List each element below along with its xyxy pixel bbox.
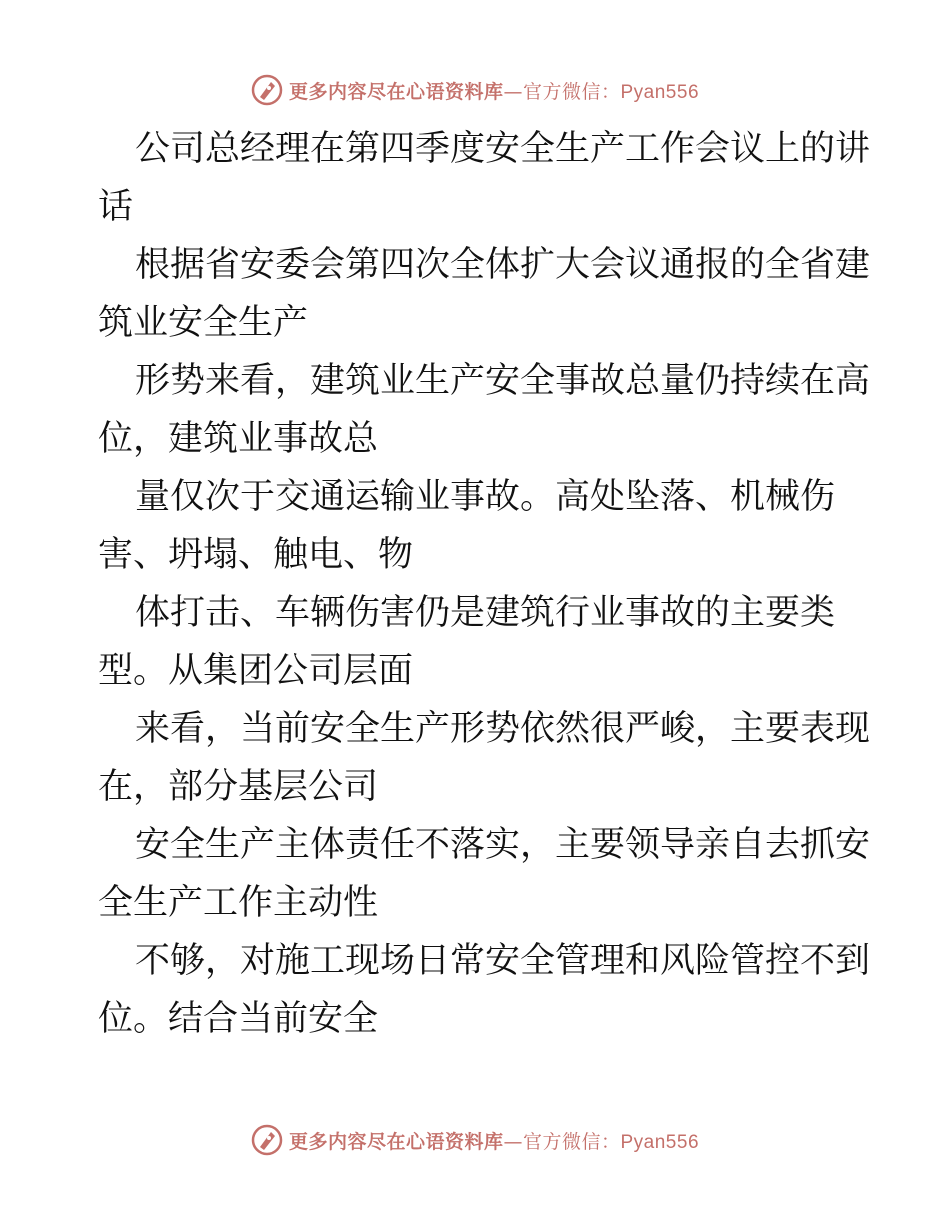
banner-wechat-text: 官方微信：Pyan556 — [523, 81, 700, 103]
paragraph-line: 筑业安全生产 — [98, 303, 309, 343]
banner-wechat-text: 官方微信：Pyan556 — [523, 1131, 700, 1153]
banner-brand-text: 更多内容尽在心语资料库 — [288, 80, 504, 103]
banner-brand-text: 更多内容尽在心语资料库 — [288, 1130, 504, 1153]
paragraph-line: 害、坍塌、触电、物 — [98, 535, 414, 575]
paragraph-line: 体打击、车辆伤害仍是建筑行业事故的主要类 — [135, 593, 836, 633]
paragraph-line: 来看，当前安全生产形势依然很严峻，主要表现 — [135, 709, 871, 749]
paragraph-line: 不够，对施工现场日常安全管理和风险管控不到 — [135, 941, 871, 981]
document-title-line-2: 话 — [98, 187, 134, 227]
paragraph-line: 全生产工作主动性 — [98, 883, 379, 923]
document-title-line-1: 公司总经理在第四季度安全生产工作会议上的讲 — [135, 129, 871, 169]
paragraph-line: 安全生产主体责任不落实，主要领导亲自去抓安 — [135, 825, 871, 865]
document-body — [98, 120, 871, 1048]
paragraph-line: 形势来看，建筑业生产安全事故总量仍持续在高 — [135, 361, 871, 401]
header-banner — [0, 70, 950, 110]
paragraph-line: 在，部分基层公司 — [98, 767, 379, 807]
footer-banner — [0, 1120, 950, 1160]
pen-nib-logo-icon — [251, 74, 283, 106]
paragraph-line: 量仅次于交通运输业事故。高处坠落、机械伤 — [135, 477, 836, 517]
pen-nib-logo-icon — [251, 1124, 283, 1156]
banner-separator: — — [503, 80, 523, 103]
paragraph-line: 位。结合当前安全 — [98, 999, 379, 1039]
banner-text — [289, 77, 699, 104]
paragraph-line: 型。从集团公司层面 — [98, 651, 414, 691]
paragraph-line: 位，建筑业事故总 — [98, 419, 379, 459]
paragraph-line: 根据省安委会第四次全体扩大会议通报的全省建 — [135, 245, 871, 285]
banner-text — [289, 1127, 699, 1154]
banner-separator: — — [503, 1130, 523, 1153]
